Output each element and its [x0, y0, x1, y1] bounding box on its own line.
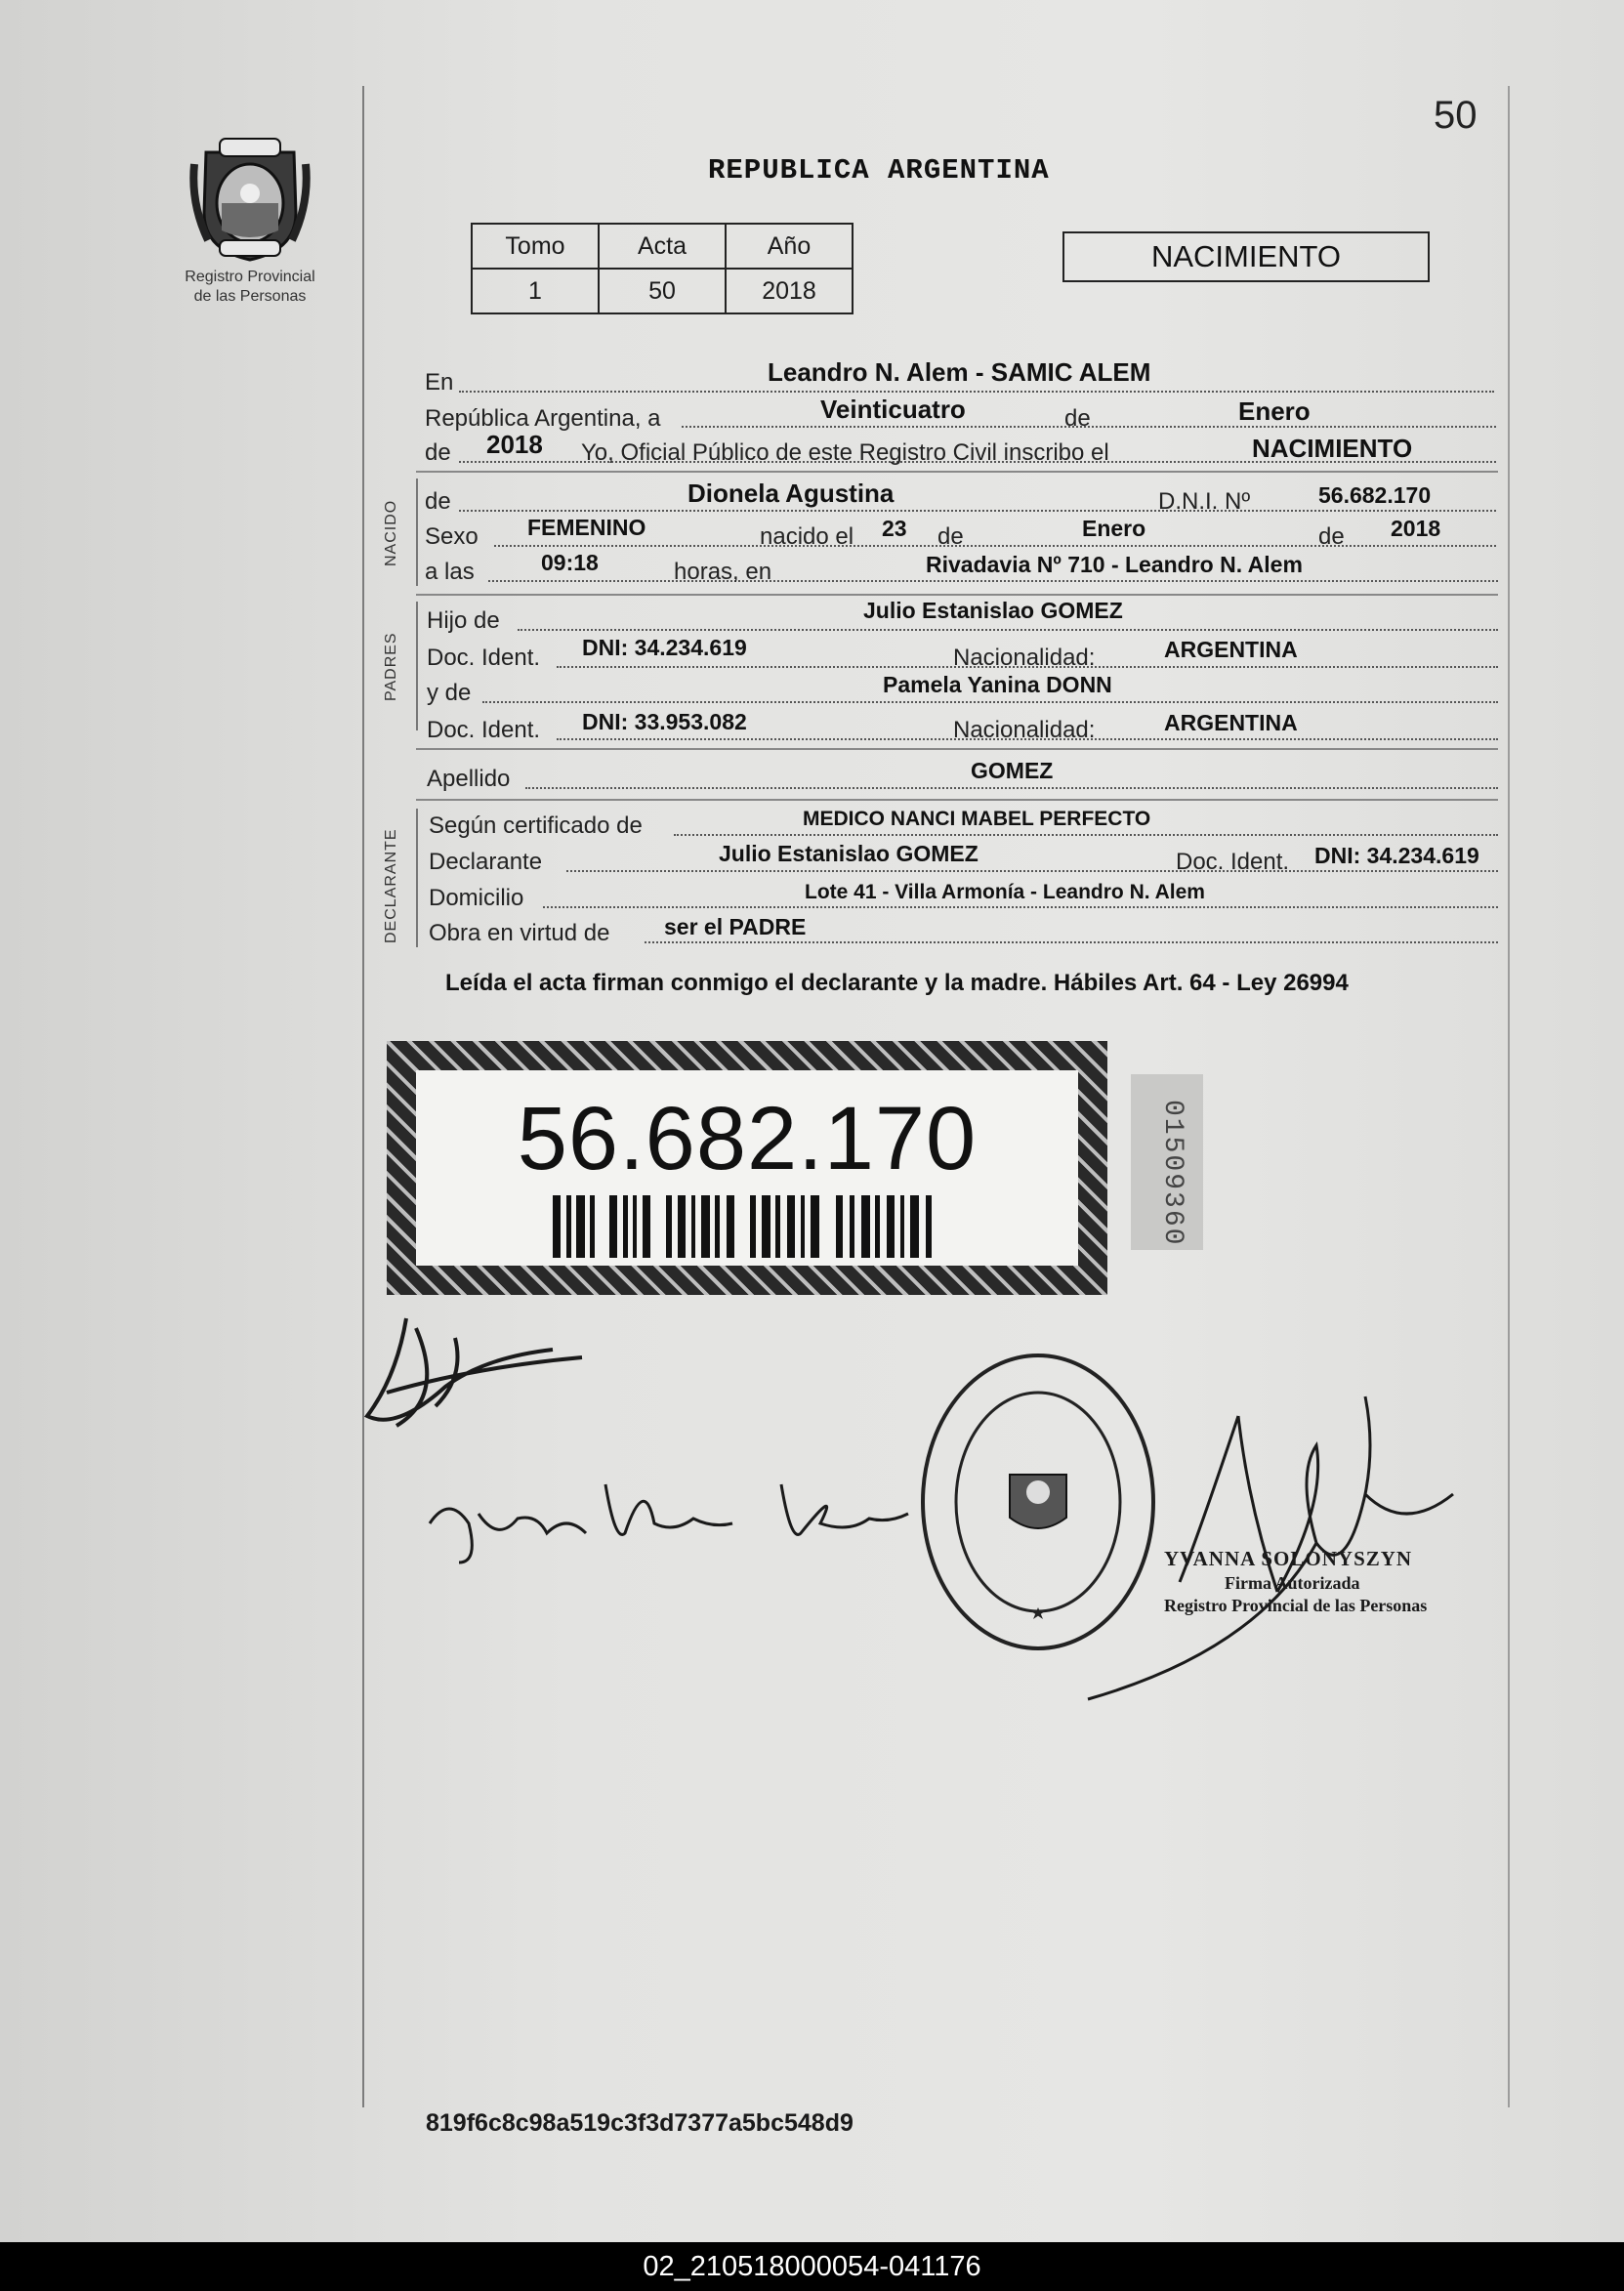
- section-divider: [416, 748, 1498, 750]
- padres-bracket: [416, 602, 418, 730]
- horas-label: horas, en: [674, 559, 772, 585]
- document-title: REPUBLICA ARGENTINA: [708, 154, 1050, 187]
- yo-label: Yo, Oficial Público de este Registro Civil inscribo el: [581, 439, 1109, 466]
- barcode-icon: [553, 1195, 943, 1258]
- birth-year: 2018: [1391, 516, 1441, 541]
- control-number: 01509360: [1157, 1100, 1187, 1247]
- logo-caption-line2: de las Personas: [193, 288, 307, 305]
- dotted-line: [518, 629, 1498, 631]
- tomo-header: Tomo: [472, 224, 599, 269]
- de-label: de: [1318, 523, 1345, 550]
- dni-label: D.N.I. Nº: [1158, 488, 1251, 515]
- dotted-line: [674, 834, 1498, 836]
- inscribo-value: NACIMIENTO: [1252, 434, 1413, 463]
- de-label: de: [937, 523, 964, 550]
- certificado-value: MEDICO NANCI MABEL PERFECTO: [803, 808, 1151, 830]
- day-value: Veinticuatro: [820, 395, 966, 424]
- section-divider: [416, 594, 1498, 596]
- declarante-name: Julio Estanislao GOMEZ: [719, 841, 979, 866]
- left-margin-line: [362, 86, 364, 2107]
- tomo-value: 1: [472, 269, 599, 313]
- authority-name: YVANNA SOLONYSZYN: [1164, 1547, 1413, 1570]
- domicilio-value: Lote 41 - Villa Armonía - Leandro N. Alem: [805, 881, 1205, 903]
- birth-day: 23: [882, 516, 907, 541]
- authority-office: Registro Provincial de las Personas: [1164, 1596, 1428, 1615]
- mother-nationality: ARGENTINA: [1164, 710, 1298, 735]
- father-nationality-label: Nacionalidad:: [953, 645, 1096, 671]
- dotted-line: [459, 391, 1494, 393]
- birth-month: Enero: [1082, 516, 1146, 541]
- y-de-label: y de: [427, 680, 472, 706]
- declarante-doc-label: Doc. Ident.: [1176, 849, 1290, 875]
- de2-label: de: [425, 439, 451, 466]
- mother-signature-icon: [410, 1465, 918, 1572]
- tomo-acta-table: [471, 223, 854, 314]
- sticker-inner: [416, 1070, 1078, 1266]
- mother-name: Pamela Yanina DONN: [883, 672, 1112, 697]
- birth-place: Rivadavia Nº 710 - Leandro N. Alem: [926, 552, 1303, 577]
- obra-label: Obra en virtud de: [429, 920, 610, 946]
- birth-time: 09:18: [541, 550, 599, 575]
- acta-header: Acta: [599, 224, 726, 269]
- declarante-bracket: [416, 809, 418, 947]
- authority-block: [1164, 1547, 1427, 1616]
- month-value: Enero: [1238, 396, 1311, 426]
- closing-note: Leída el acta firman conmigo el declarante y la madre. Hábiles Art. 64 - Ley 26994: [445, 970, 1349, 996]
- section-divider: [416, 799, 1498, 801]
- sticker-number: 56.682.170: [517, 1089, 978, 1188]
- mother-doc: DNI: 33.953.082: [582, 709, 747, 734]
- obra-value: ser el PADRE: [664, 914, 807, 939]
- mother-doc-label: Doc. Ident.: [427, 717, 541, 743]
- dotted-line: [494, 545, 1496, 547]
- dotted-line: [488, 580, 1498, 582]
- logo-caption-line1: Registro Provincial: [185, 269, 315, 285]
- nacido-de-label: de: [425, 488, 451, 515]
- nacido-section-label: NACIDO: [383, 499, 399, 566]
- dni-sticker: [387, 1041, 1107, 1295]
- misiones-seal-icon: [187, 135, 313, 264]
- dotted-line: [543, 906, 1498, 908]
- en-value: Leandro N. Alem - SAMIC ALEM: [768, 357, 1151, 387]
- footer-id: 02_210518000054-041176: [0, 2242, 1624, 2291]
- page-number: 50: [1434, 94, 1478, 137]
- de-label: de: [1064, 405, 1091, 432]
- nacido-bracket: [416, 479, 418, 586]
- authority-role: Firma Autorizada: [1225, 1573, 1360, 1593]
- a-las-label: a las: [425, 559, 475, 585]
- sexo-value: FEMENINO: [527, 515, 646, 540]
- right-margin-line: [1508, 86, 1510, 2107]
- republica-label: República Argentina, a: [425, 405, 661, 432]
- anio-value: 2018: [726, 269, 853, 313]
- act-type-box: NACIMIENTO: [1062, 231, 1430, 282]
- mother-nationality-label: Nacionalidad:: [953, 717, 1096, 743]
- year-value: 2018: [486, 430, 543, 459]
- sexo-label: Sexo: [425, 523, 479, 550]
- child-name: Dionela Agustina: [687, 479, 895, 508]
- padres-section-label: PADRES: [383, 632, 399, 701]
- dotted-line: [645, 941, 1498, 943]
- dotted-line: [525, 787, 1498, 789]
- child-dni: 56.682.170: [1318, 482, 1432, 508]
- father-doc: DNI: 34.234.619: [582, 635, 747, 660]
- declarante-label: Declarante: [429, 849, 543, 875]
- control-number-tag: [1131, 1074, 1203, 1250]
- domicilio-label: Domicilio: [429, 885, 524, 911]
- nacido-el-label: nacido el: [760, 523, 854, 550]
- father-name: Julio Estanislao GOMEZ: [863, 598, 1123, 623]
- hijo-de-label: Hijo de: [427, 607, 500, 634]
- document-hash: 819f6c8c98a519c3f3d7377a5bc548d9: [426, 2109, 854, 2137]
- en-label: En: [425, 369, 454, 396]
- declarante-doc: DNI: 34.234.619: [1314, 843, 1479, 868]
- apellido-value: GOMEZ: [971, 758, 1054, 783]
- apellido-label: Apellido: [427, 766, 511, 792]
- anio-header: Año: [726, 224, 853, 269]
- declarant-signature-icon: [357, 1299, 592, 1436]
- acta-value: 50: [599, 269, 726, 313]
- section-divider: [416, 471, 1498, 473]
- dotted-line: [566, 870, 1498, 872]
- declarante-section-label: DECLARANTE: [383, 828, 399, 943]
- dotted-line: [482, 701, 1498, 703]
- father-nationality: ARGENTINA: [1164, 637, 1298, 662]
- registry-logo: [168, 135, 332, 307]
- dotted-line: [459, 510, 1496, 512]
- segun-label: Según certificado de: [429, 812, 643, 839]
- father-doc-label: Doc. Ident.: [427, 645, 541, 671]
